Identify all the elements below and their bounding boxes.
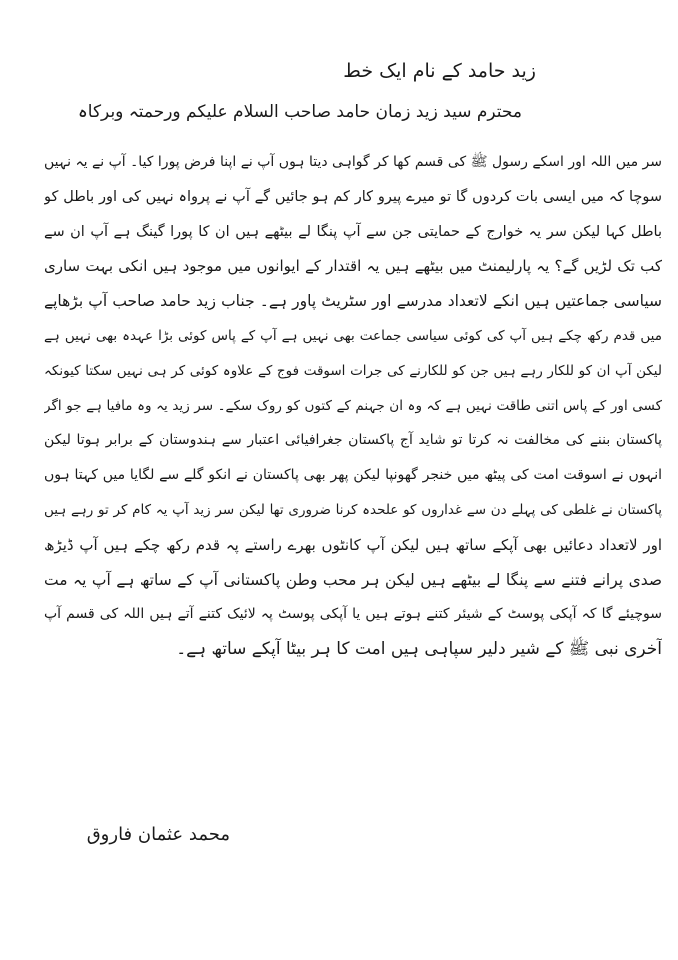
body-line: کب تک لڑیں گے؟ یہ پارلیمنٹ میں بیٹھے ہیں یہ اقتدار کے ایوانوں میں موجود ہیں انکی بہت ساری: [44, 257, 662, 276]
body-line: اور لاتعداد دعائیں بھی آپکے ساتھ ہیں لیکن آپ کانٹوں بھرے راستے پہ قدم رکھ چکے ہیں آپ ڈیڑھ: [44, 535, 662, 554]
body-line: لیکن آپ ان کو للکار رہے ہیں جن کو للکارنے کی جرات اسوقت فوج کے علاوہ کوئی کر ہی نہیں سکتا کیونکہ: [44, 362, 662, 379]
body-line: کسی اور کے پاس اتنی طاقت نہیں ہے کہ وہ ان جہنم کے کتوں کو روک سکے۔ سر زید یہ وہ مافیا ہے جو اگر: [44, 397, 662, 414]
letter-signature: محمد عثمان فاروق: [86, 824, 230, 845]
letter-heading: زید حامد کے نام ایک خط: [343, 60, 536, 82]
body-line-last: آخری نبی ﷺ کے شیر دلیر سپاہی ہیں امت کا ہر بیٹا آپکے ساتھ ہے۔: [176, 639, 662, 660]
letter-body: [44, 147, 662, 669]
body-line: انہوں نے اسوقت امت کی پیٹھ میں خنجر گھونپا لیکن پھر بھی پاکستان نے انکو گلے سے لگایا میں کہتا ہوں: [44, 467, 662, 484]
body-line: سیاسی جماعتیں ہیں انکے لاتعداد مدرسے اور سٹریٹ پاور ہے۔ جناب زید حامد صاحب آپ بڑھاپے: [44, 292, 662, 311]
body-line: میں قدم رکھ چکے ہیں آپ کی کوئی سیاسی جماعت بھی نہیں ہے آپ کے پاس کوئی بڑا عہدہ بھی نہیں ہے: [44, 327, 662, 344]
body-line: باطل کہا لیکن سر یہ خوارج کے حمایتی جن سے آپ پنگا لے بیٹھے ہیں ان کا پورا گینگ ہے آپ ان سے: [44, 223, 662, 240]
body-line: سوچیئے گا کہ آپکی پوسٹ کے شیئر کتنے ہوتے ہیں یا آپکی پوسٹ پہ لائیک کتنے آتے ہیں اللہ کی قسم آپ: [44, 606, 662, 623]
body-line: سر میں اللہ اور اسکے رسول ﷺ کی قسم کھا کر گواہی دیتا ہوں آپ نے اپنا فرض پورا کیا۔ آپ نے یہ نہیں: [44, 154, 662, 170]
body-line: پاکستان نے غلطی کی پہلے دن سے غداروں کو علحدہ کرنا ضروری تھا لیکن سر زید آپ یہ کام کر تو رہے ہیں: [44, 501, 662, 518]
body-line: پاکستان بننے کی مخالفت نہ کرتا تو شاید آج پاکستان جغرافیائی اعتبار سے ہندوستان کے برابر ہوتا لیکن: [44, 432, 662, 449]
letter-salutation: محترم سید زید زمان حامد صاحب السلام علیکم ورحمتہ وبرکاہ: [77, 102, 522, 122]
body-line: سوچا کہ میں ایسی بات کردوں گا تو میرے پیرو کار کم ہو جائیں گے آپ نے پرواہ نہیں کی اور باطل کو: [44, 188, 662, 205]
body-line: صدی پرانے فتنے سے پنگا لے بیٹھے ہیں لیکن ہر محب وطن پاکستانی آپ کے ساتھ ہے آپ یہ مت: [44, 570, 662, 589]
